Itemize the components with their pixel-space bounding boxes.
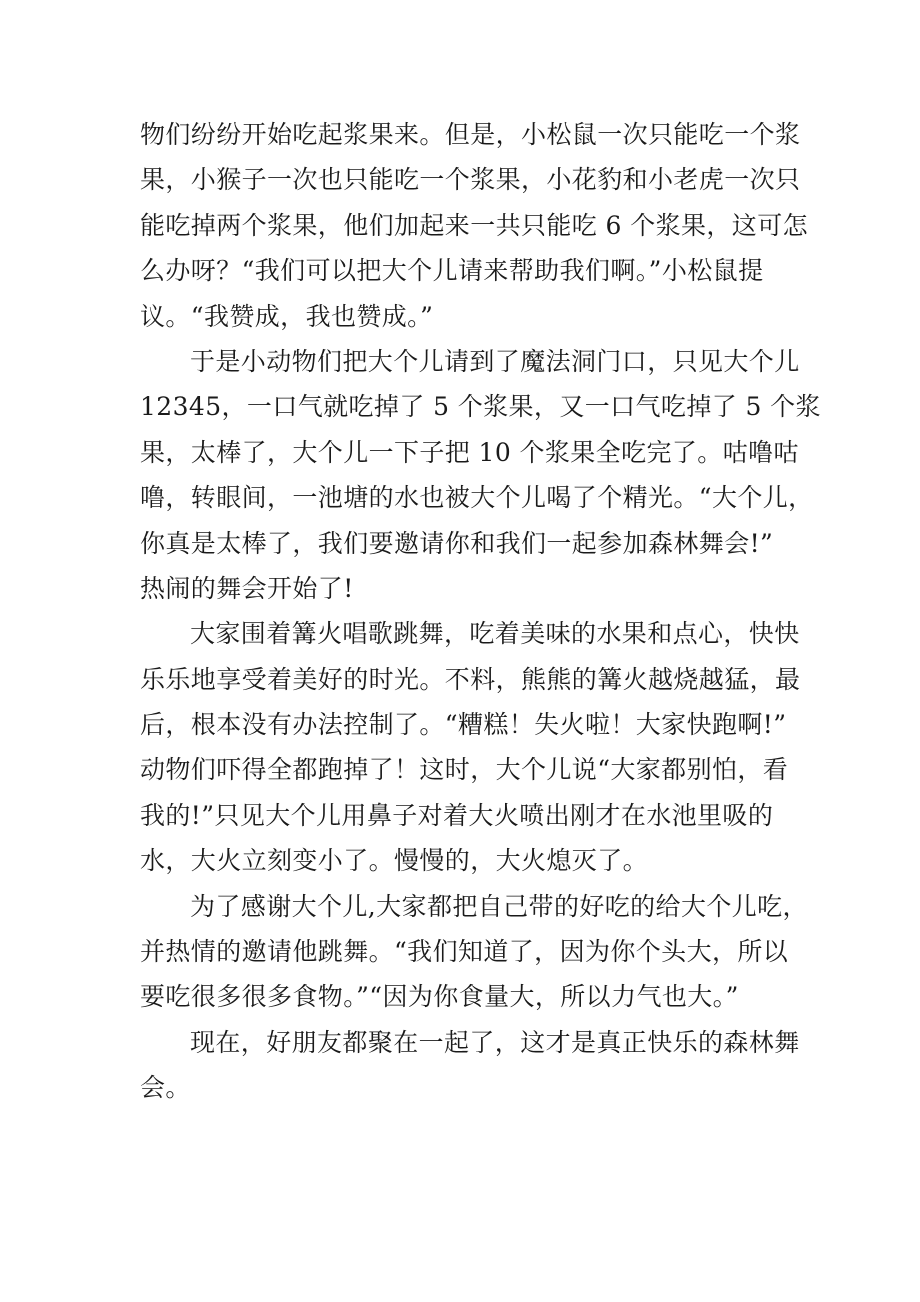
text-line: 动物们吓得全都跑掉了！这时，大个儿说“大家都别怕，看 (140, 755, 789, 785)
text-line: 乐乐地享受着美好的时光。不料，熊熊的篝火越烧越猛，最 (140, 664, 801, 694)
paragraph-start-line: 现在，好朋友都聚在一起了，这才是真正快乐的森林舞 (190, 1027, 800, 1057)
paragraph-start-line: 为了感谢大个儿,大家都把自己带的好吃的给大个儿吃， (190, 891, 808, 921)
text-line: 果，太棒了，大个儿一下子把 10 个浆果全吃完了。咕噜咕 (140, 437, 799, 467)
text-line: 12345，一口气就吃掉了 5 个浆果，又一口气吃掉了 5 个浆 (140, 392, 821, 422)
text-line: 水，大火立刻变小了。慢慢的，大火熄灭了。 (140, 846, 649, 876)
text-line: 能吃掉两个浆果，他们加起来一共只能吃 6 个浆果，这可怎 (140, 210, 809, 240)
text-line: 噜，转眼间，一池塘的水也被大个儿喝了个精光。“大个儿， (140, 483, 814, 513)
text-line: 后，根本没有办法控制了。“糟糕！失火啦！大家快跑啊!” (140, 710, 787, 740)
text-line: 你真是太棒了，我们要邀请你和我们一起参加森林舞会!” (140, 528, 774, 558)
text-line: 会。 (140, 1073, 191, 1103)
text-line: 热闹的舞会开始了! (140, 573, 354, 603)
paragraph-start-line: 大家围着篝火唱歌跳舞，吃着美味的水果和点心，快快 (190, 619, 800, 649)
text-line: 要吃很多很多食物。”“因为你食量大，所以力气也大。” (140, 982, 739, 1012)
text-line: 我的!”只见大个儿用鼻子对着大火喷出刚才在水池里吸的 (140, 800, 774, 830)
text-line: 议。“我赞成，我也赞成。” (140, 301, 434, 331)
story-text (140, 112, 821, 1111)
text-line: 并热情的邀请他跳舞。“我们知道了，因为你个头大，所以 (140, 937, 789, 967)
text-line: 果，小猴子一次也只能吃一个浆果，小花豹和小老虎一次只 (140, 165, 801, 195)
text-line: 物们纷纷开始吃起浆果来。但是，小松鼠一次只能吃一个浆 (140, 120, 801, 149)
text-line: 么办呀？“我们可以把大个儿请来帮助我们啊。”小松鼠提 (140, 256, 764, 286)
paragraph-start-line: 于是小动物们把大个儿请到了魔法洞门口，只见大个儿 (190, 346, 800, 376)
